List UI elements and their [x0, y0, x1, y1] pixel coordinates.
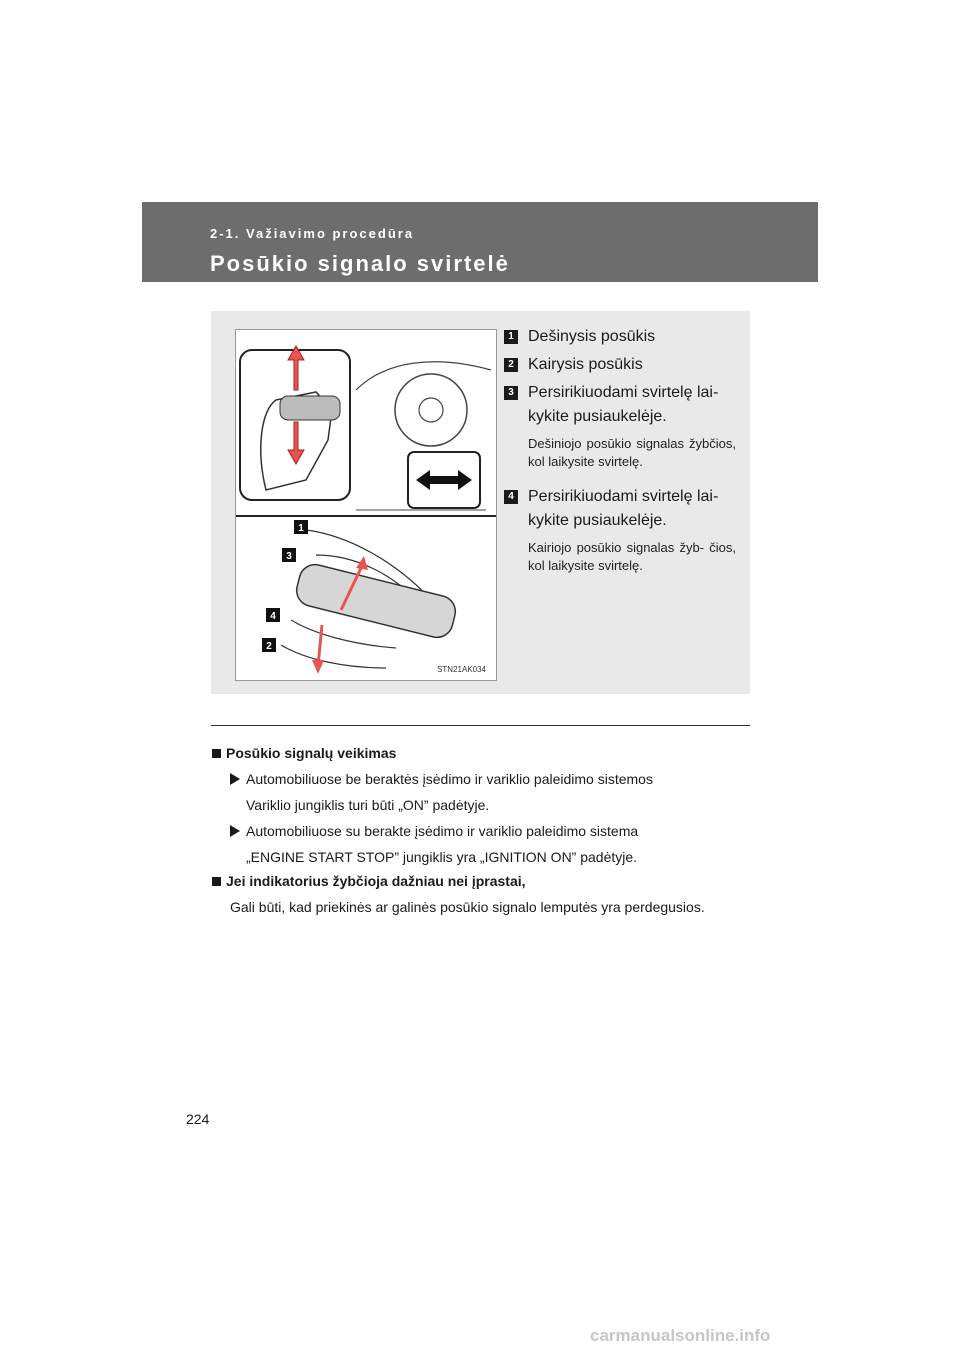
- legend-label: Persirikiuodami svirtelę lai- kykite pusiaukelėje.: [528, 384, 719, 425]
- section-label: 2-1. Važiavimo procedūra: [210, 226, 415, 241]
- lever-arrow-down-shaft: [318, 625, 322, 666]
- note-bullet: Automobiliuose su berakte įsėdimo ir variklio paleidimo sistema: [212, 820, 772, 842]
- square-bullet-icon: [212, 877, 221, 886]
- lever-body: [293, 561, 458, 640]
- notes: [212, 740, 772, 918]
- note-sub: „ENGINE START STOP” jungiklis yra „IGNITION ON” padėtyje.: [246, 849, 638, 865]
- callout-2: 2: [266, 641, 272, 652]
- lever-inset: [280, 396, 340, 420]
- legend-item-3: [504, 381, 736, 429]
- dashboard-line: [356, 362, 491, 390]
- page-number: 224: [186, 1111, 210, 1127]
- callout-4: 4: [270, 611, 276, 622]
- divider: [211, 725, 750, 726]
- legend-note: Kairiojo posūkio signalas žyb- čios, kol laikysite svirtelę.: [528, 540, 736, 573]
- callout-3: 3: [286, 551, 292, 562]
- legend-num: 4: [504, 490, 518, 504]
- note-sub: Variklio jungiklis turi būti „ON” padėtyje.: [246, 797, 490, 813]
- callout-1: 1: [298, 523, 304, 534]
- steering-hub: [419, 398, 443, 422]
- note-bullet: Automobiliuose be beraktės įsėdimo ir variklio paleidimo sistemos: [212, 768, 772, 790]
- section-header: [142, 202, 818, 282]
- legend-num: 3: [504, 386, 518, 400]
- figure-id: STN21AK034: [437, 665, 486, 674]
- illustration-panel: [211, 311, 750, 694]
- triangle-bullet-icon: [230, 773, 240, 785]
- page-title: Posūkio signalo svirtelė: [210, 251, 510, 276]
- triangle-bullet-icon: [230, 825, 240, 837]
- steering-wheel: [395, 374, 467, 446]
- square-bullet-icon: [212, 749, 221, 758]
- legend-num: 2: [504, 358, 518, 372]
- lever-drawing: [236, 330, 496, 680]
- note-text: Gali būti, kad priekinės ar galinės posūkio signalo lemputės yra perdegusios.: [230, 899, 705, 915]
- legend-label: Persirikiuodami svirtelę lai- kykite pusiaukelėje.: [528, 488, 719, 529]
- lever-arrow-down-icon: [312, 660, 324, 674]
- legend-item-2: [504, 353, 736, 377]
- legend-num: 1: [504, 330, 518, 344]
- watermark: carmanualsonline.info: [590, 1326, 771, 1345]
- lever-illustration: [235, 329, 497, 681]
- legend-item-1: [504, 325, 736, 349]
- legend-label: Kairysis posūkis: [528, 356, 643, 373]
- legend-item-4: [504, 485, 736, 533]
- note-heading-2: Jei indikatorius žybčioja dažniau nei įprastai,: [212, 870, 772, 892]
- legend: [504, 325, 736, 589]
- legend-label: Dešinysis posūkis: [528, 328, 656, 345]
- arc-2: [281, 645, 386, 668]
- note-heading-1: Posūkio signalų veikimas: [212, 742, 772, 764]
- legend-note: Dešiniojo posūkio signalas žybčios, kol laikysite svirtelę.: [528, 436, 736, 469]
